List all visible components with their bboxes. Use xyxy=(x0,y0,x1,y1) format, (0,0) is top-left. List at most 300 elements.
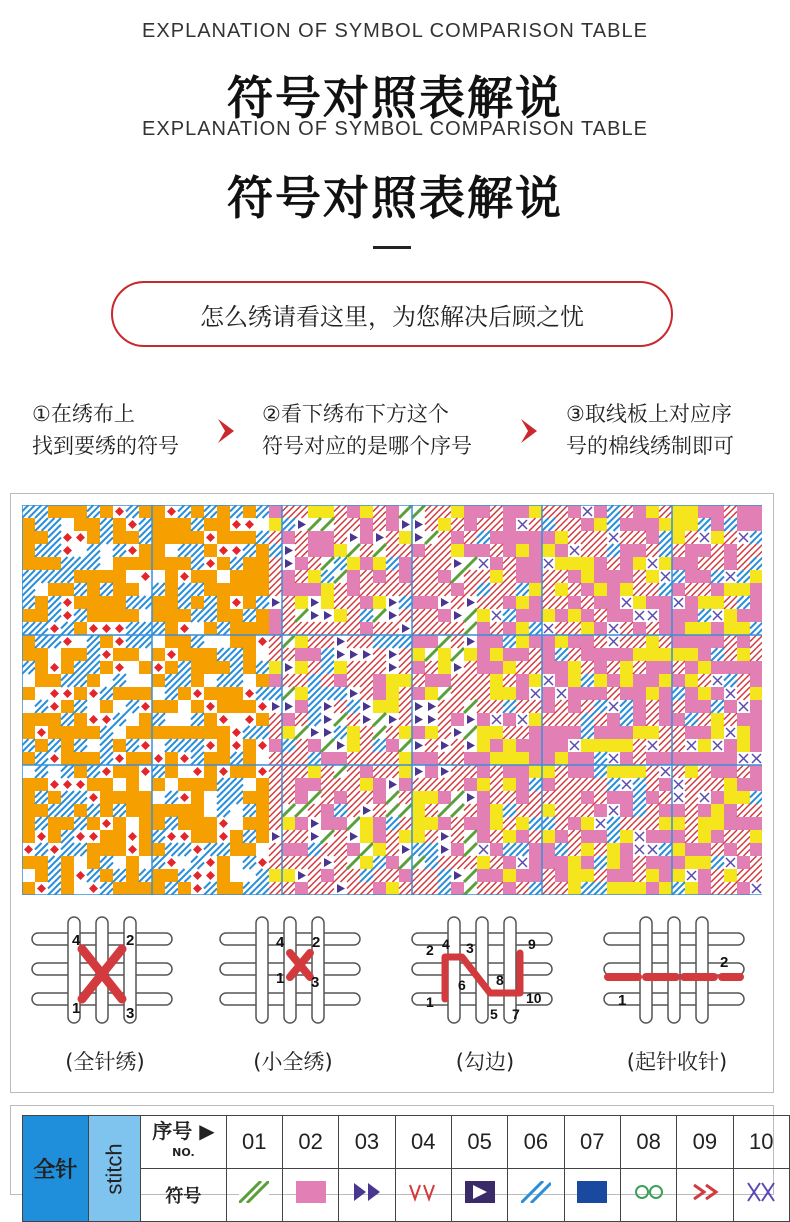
pattern-cell xyxy=(516,765,529,778)
pattern-cell xyxy=(321,843,334,856)
pattern-cell xyxy=(659,531,672,544)
table-cell: 10 xyxy=(733,1116,789,1169)
pattern-cell xyxy=(672,531,685,544)
pattern-cell xyxy=(321,596,334,609)
pattern-cell xyxy=(347,817,360,830)
pattern-cell xyxy=(321,687,334,700)
pattern-cell xyxy=(700,533,709,542)
pattern-cell xyxy=(607,713,620,726)
pattern-cell xyxy=(321,570,334,583)
pattern-cell xyxy=(191,544,204,557)
pattern-cell xyxy=(295,843,308,856)
pattern-cell xyxy=(152,518,165,531)
pattern-cell xyxy=(22,531,35,544)
pattern-cell xyxy=(490,518,503,531)
pattern-cell xyxy=(321,635,334,648)
pattern-cell xyxy=(360,687,373,700)
pattern-cell xyxy=(178,661,191,674)
pattern-cell xyxy=(685,843,698,856)
pattern-cell xyxy=(245,689,254,698)
pattern-cell xyxy=(152,531,165,544)
pattern-cell xyxy=(438,518,451,531)
pattern-cell xyxy=(555,713,568,726)
pattern-cell xyxy=(659,713,672,726)
pattern-cell xyxy=(48,817,61,830)
pattern-cell xyxy=(256,804,269,817)
pattern-cell xyxy=(256,687,269,700)
pattern-cell xyxy=(648,845,657,854)
pattern-cell xyxy=(516,739,529,752)
pattern-cell xyxy=(180,793,189,802)
pattern-cell xyxy=(713,676,722,685)
diagram-label: 3 xyxy=(466,940,474,956)
pattern-cell xyxy=(217,687,230,700)
pattern-cell xyxy=(217,843,230,856)
pattern-cell xyxy=(321,518,334,531)
pattern-cell xyxy=(438,557,451,570)
pattern-cell xyxy=(165,817,178,830)
pattern-cell xyxy=(412,583,425,596)
pattern-cell xyxy=(594,622,607,635)
pattern-cell xyxy=(386,752,399,765)
pattern-cell xyxy=(217,609,230,622)
pattern-cell xyxy=(100,804,113,817)
pattern-cell xyxy=(685,518,698,531)
pattern-cell xyxy=(230,557,243,570)
pattern-cell xyxy=(711,752,724,765)
pattern-cell xyxy=(451,687,464,700)
pattern-cell xyxy=(100,596,113,609)
pattern-cell xyxy=(102,767,111,776)
pattern-cell xyxy=(402,520,410,529)
pattern-cell xyxy=(74,713,87,726)
pattern-cell xyxy=(334,531,347,544)
pattern-cell xyxy=(139,557,152,570)
pattern-cell xyxy=(503,713,516,726)
pattern-cell xyxy=(256,791,269,804)
pattern-cell xyxy=(61,856,74,869)
pattern-cell xyxy=(48,804,61,817)
pattern-cell xyxy=(646,583,659,596)
pattern-cell xyxy=(282,804,295,817)
pattern-cell xyxy=(295,713,308,726)
pattern-cell xyxy=(76,832,85,841)
pattern-cell xyxy=(308,518,321,531)
pattern-cell xyxy=(217,791,230,804)
pattern-cell xyxy=(360,765,373,778)
pattern-cell xyxy=(516,752,529,765)
pattern-cell xyxy=(542,752,555,765)
pattern-cell xyxy=(204,830,217,843)
pattern-cell xyxy=(724,817,737,830)
pattern-cell xyxy=(529,570,542,583)
pattern-cell xyxy=(438,817,451,830)
pattern-cell xyxy=(516,531,529,544)
symbol-swatch xyxy=(620,1169,676,1222)
pattern-cell xyxy=(425,505,438,518)
pattern-cell xyxy=(672,765,685,778)
pattern-cell xyxy=(594,778,607,791)
pattern-cell xyxy=(178,544,191,557)
pattern-cell xyxy=(477,674,490,687)
pattern-cell xyxy=(334,661,347,674)
pattern-cell xyxy=(451,856,464,869)
pattern-cell xyxy=(698,739,711,752)
pattern-cell xyxy=(659,609,672,622)
pattern-cell xyxy=(399,882,412,895)
pattern-cell xyxy=(295,752,308,765)
pattern-cell xyxy=(128,546,137,555)
pattern-cell xyxy=(711,622,724,635)
pattern-cell xyxy=(272,832,280,841)
pattern-cell xyxy=(191,505,204,518)
pattern-cell xyxy=(594,843,607,856)
pattern-cell xyxy=(61,830,74,843)
pattern-cell xyxy=(76,780,85,789)
pattern-cell xyxy=(87,726,100,739)
pattern-cell xyxy=(724,765,737,778)
pattern-cell xyxy=(295,531,308,544)
pattern-cell xyxy=(100,583,113,596)
pattern-cell xyxy=(399,557,412,570)
pattern-cell xyxy=(141,741,150,750)
pattern-cell xyxy=(347,635,360,648)
pattern-cell xyxy=(698,648,711,661)
pattern-cell xyxy=(464,700,477,713)
pattern-cell xyxy=(451,778,464,791)
pattern-cell xyxy=(152,778,165,791)
pattern-cell xyxy=(334,570,347,583)
pattern-cell xyxy=(477,531,490,544)
pattern-cell xyxy=(568,830,581,843)
pattern-cell xyxy=(282,648,295,661)
pattern-cell xyxy=(685,557,698,570)
pattern-cell xyxy=(334,752,347,765)
pattern-cell xyxy=(128,845,137,854)
chevron-right-icon xyxy=(515,416,545,446)
pattern-cell xyxy=(35,713,48,726)
pattern-cell xyxy=(451,518,464,531)
table-row-label: 序号 ▶ NO. xyxy=(141,1116,226,1169)
pattern-cell xyxy=(230,778,243,791)
pattern-cell xyxy=(100,726,113,739)
pattern-cell xyxy=(581,713,594,726)
pattern-cell xyxy=(633,635,646,648)
pattern-cell xyxy=(464,557,477,570)
pattern-cell xyxy=(295,804,308,817)
pattern-cell xyxy=(646,752,659,765)
pattern-cell xyxy=(35,869,48,882)
pattern-cell xyxy=(243,752,256,765)
pattern-cell xyxy=(594,739,607,752)
pattern-cell xyxy=(50,624,59,633)
pattern-cell xyxy=(272,702,280,711)
pattern-cell xyxy=(87,609,100,622)
pattern-cell xyxy=(607,661,620,674)
pattern-cell xyxy=(269,674,282,687)
pattern-cell xyxy=(61,817,74,830)
pattern-cell xyxy=(282,856,295,869)
pattern-cell xyxy=(412,544,425,557)
pattern-cell xyxy=(74,700,87,713)
pattern-cell xyxy=(633,856,646,869)
pattern-cell xyxy=(373,648,386,661)
pattern-cell xyxy=(243,830,256,843)
pattern-cell xyxy=(724,583,737,596)
pattern-cell xyxy=(724,752,737,765)
pattern-cell xyxy=(399,648,412,661)
pattern-cell xyxy=(217,752,230,765)
pattern-cell xyxy=(451,635,464,648)
pattern-cell xyxy=(100,700,113,713)
table-cell: 09 xyxy=(677,1116,733,1169)
pattern-cell xyxy=(126,583,139,596)
pattern-cell xyxy=(750,765,762,778)
pattern-cell xyxy=(451,596,464,609)
pattern-cell xyxy=(165,596,178,609)
pattern-cell xyxy=(425,609,438,622)
pattern-cell xyxy=(555,544,568,557)
pattern-cell xyxy=(594,856,607,869)
pattern-cell xyxy=(152,557,165,570)
pattern-cell xyxy=(256,830,269,843)
pattern-cell xyxy=(698,882,711,895)
pattern-cell xyxy=(750,687,762,700)
pattern-cell xyxy=(659,778,672,791)
pattern-cell xyxy=(646,869,659,882)
pattern-cell xyxy=(256,583,269,596)
pattern-cell xyxy=(685,687,698,700)
pattern-cell xyxy=(503,661,516,674)
pattern-cell xyxy=(269,817,282,830)
pattern-cell xyxy=(516,505,529,518)
pattern-cell xyxy=(399,700,412,713)
pattern-cell xyxy=(347,518,360,531)
pattern-cell xyxy=(583,507,592,516)
pattern-cell xyxy=(347,882,360,895)
pattern-cell xyxy=(750,856,762,869)
pattern-cell xyxy=(87,869,100,882)
pattern-cell xyxy=(389,715,397,724)
pattern-cell xyxy=(726,858,735,867)
pattern-cell xyxy=(750,557,762,570)
symbol-swatch xyxy=(282,1169,338,1222)
pattern-cell xyxy=(477,739,490,752)
pattern-cell xyxy=(542,505,555,518)
step-2-line1: ②看下绣布下方这个 xyxy=(262,402,449,426)
pattern-cell xyxy=(152,596,165,609)
pattern-cell xyxy=(724,596,737,609)
pattern-cell xyxy=(711,856,724,869)
pattern-cell xyxy=(412,817,425,830)
pattern-cell xyxy=(477,596,490,609)
pattern-cell xyxy=(516,674,529,687)
pattern-cell xyxy=(308,570,321,583)
pattern-cell xyxy=(87,570,100,583)
pattern-cell xyxy=(230,843,243,856)
pattern-cell xyxy=(217,882,230,895)
pattern-cell xyxy=(464,674,477,687)
pattern-cell xyxy=(724,635,737,648)
pattern-cell xyxy=(113,570,126,583)
pattern-cell xyxy=(672,804,685,817)
pattern-cell xyxy=(243,817,256,830)
pattern-cell xyxy=(464,856,477,869)
pattern-cell xyxy=(360,570,373,583)
pattern-cell xyxy=(724,622,737,635)
pattern-cell xyxy=(659,505,672,518)
pattern-cell xyxy=(232,598,241,607)
pattern-cell xyxy=(594,609,607,622)
pattern-cell xyxy=(672,648,685,661)
pattern-cell xyxy=(165,609,178,622)
pattern-cell xyxy=(152,622,165,635)
pattern-cell xyxy=(503,869,516,882)
pattern-cell xyxy=(89,715,98,724)
pattern-cell xyxy=(620,869,633,882)
pattern-cell xyxy=(373,596,386,609)
pattern-cell xyxy=(204,609,217,622)
pattern-cell xyxy=(61,583,74,596)
pattern-cell xyxy=(698,661,711,674)
pattern-cell xyxy=(711,570,724,583)
pattern-cell xyxy=(529,804,542,817)
pattern-cell xyxy=(713,741,722,750)
pattern-cell xyxy=(438,635,451,648)
pattern-cell xyxy=(139,804,152,817)
pattern-cell xyxy=(737,804,750,817)
pattern-cell xyxy=(685,596,698,609)
pattern-cell xyxy=(516,622,529,635)
pattern-cell xyxy=(646,661,659,674)
pattern-cell xyxy=(152,648,165,661)
pattern-cell xyxy=(529,505,542,518)
pattern-cell xyxy=(581,869,594,882)
pattern-cell xyxy=(217,518,230,531)
pattern-cell xyxy=(516,687,529,700)
pattern-cell xyxy=(115,663,124,672)
pattern-cell xyxy=(724,882,737,895)
table-cell: 05 xyxy=(451,1116,507,1169)
pattern-cell xyxy=(87,752,100,765)
pattern-cell xyxy=(22,882,35,895)
pattern-cell xyxy=(48,856,61,869)
pattern-cell xyxy=(152,856,165,869)
pattern-cell xyxy=(115,637,124,646)
cross-stitch-pattern-image xyxy=(22,505,762,895)
pattern-cell xyxy=(87,635,100,648)
pattern-cell xyxy=(672,713,685,726)
pattern-cell xyxy=(467,793,475,802)
pattern-cell xyxy=(570,741,579,750)
pattern-cell xyxy=(282,583,295,596)
pattern-cell xyxy=(555,778,568,791)
pattern-cell xyxy=(594,648,607,661)
pattern-cell xyxy=(22,648,35,661)
pattern-cell xyxy=(620,700,633,713)
pattern-cell xyxy=(633,882,646,895)
pattern-cell xyxy=(35,817,48,830)
pattern-cell xyxy=(700,793,709,802)
pattern-cell xyxy=(711,700,724,713)
pattern-cell xyxy=(464,570,477,583)
pattern-cell xyxy=(451,622,464,635)
pattern-cell xyxy=(750,739,762,752)
pattern-cell xyxy=(206,559,215,568)
pattern-cell xyxy=(516,830,529,843)
pattern-cell xyxy=(22,687,35,700)
pattern-cell xyxy=(503,843,516,856)
pattern-cell xyxy=(479,845,488,854)
pattern-cell xyxy=(308,739,321,752)
pattern-cell xyxy=(256,596,269,609)
pattern-cell xyxy=(542,791,555,804)
pattern-cell xyxy=(594,531,607,544)
pattern-cell xyxy=(464,583,477,596)
pattern-cell xyxy=(295,687,308,700)
pattern-cell xyxy=(672,609,685,622)
pattern-cell xyxy=(48,544,61,557)
pattern-cell xyxy=(581,622,594,635)
pattern-cell xyxy=(282,843,295,856)
pattern-cell xyxy=(243,739,256,752)
pattern-cell xyxy=(269,661,282,674)
pattern-cell xyxy=(739,754,748,763)
pattern-cell xyxy=(324,858,332,867)
pattern-cell xyxy=(311,819,319,828)
pattern-cell xyxy=(126,739,139,752)
pattern-cell xyxy=(646,622,659,635)
pattern-cell xyxy=(711,635,724,648)
pattern-cell xyxy=(360,739,373,752)
pattern-cell xyxy=(620,518,633,531)
pattern-cell xyxy=(674,780,683,789)
pattern-cell xyxy=(76,533,85,542)
pattern-cell xyxy=(256,544,269,557)
pattern-cell xyxy=(516,609,529,622)
pattern-cell xyxy=(89,832,98,841)
pattern-cell xyxy=(63,689,72,698)
pattern-cell xyxy=(321,583,334,596)
pattern-cell xyxy=(724,869,737,882)
pattern-cell xyxy=(308,843,321,856)
pattern-cell xyxy=(698,830,711,843)
pattern-cell xyxy=(581,752,594,765)
pattern-cell xyxy=(516,700,529,713)
pattern-cell xyxy=(425,778,438,791)
pattern-cell xyxy=(672,700,685,713)
pattern-cell xyxy=(217,531,230,544)
pattern-cell xyxy=(217,726,230,739)
pattern-cell xyxy=(63,637,72,646)
pattern-cell xyxy=(750,648,762,661)
pattern-cell xyxy=(568,765,581,778)
pattern-cell xyxy=(126,752,139,765)
pattern-cell xyxy=(542,882,555,895)
pattern-cell xyxy=(581,765,594,778)
pattern-cell xyxy=(698,505,711,518)
pattern-cell xyxy=(659,648,672,661)
pattern-cell xyxy=(139,531,152,544)
pattern-cell xyxy=(347,765,360,778)
pattern-cell xyxy=(178,804,191,817)
pattern-cell xyxy=(451,531,464,544)
pattern-cell xyxy=(490,752,503,765)
pattern-cell xyxy=(193,884,202,893)
pattern-cell xyxy=(609,702,618,711)
pattern-cell xyxy=(724,843,737,856)
pattern-cell xyxy=(529,648,542,661)
